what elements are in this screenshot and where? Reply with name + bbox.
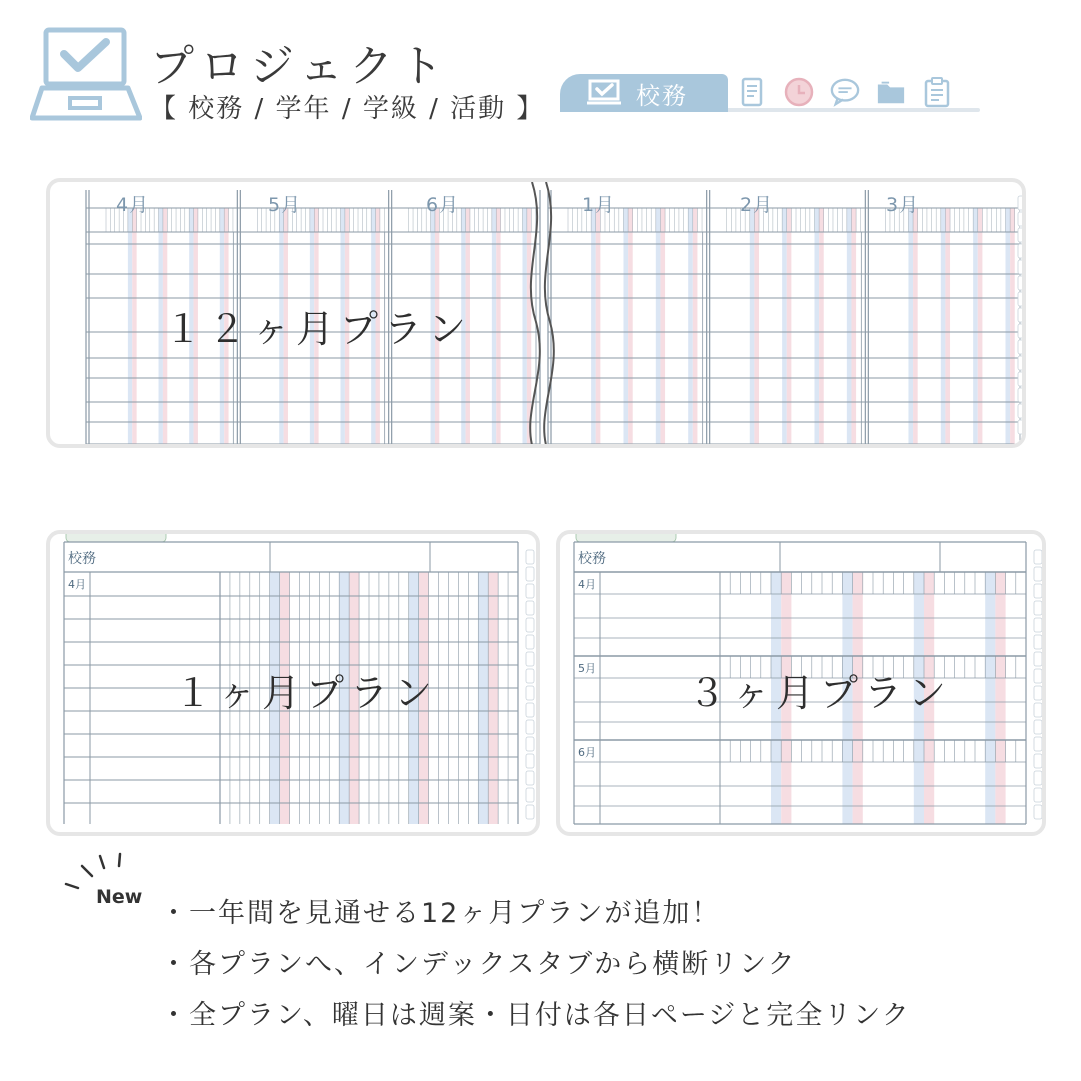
month-label: 6月 — [578, 746, 596, 759]
index-tab — [1034, 635, 1042, 649]
index-tab — [1034, 686, 1042, 700]
plan-title: 校務 — [68, 551, 96, 567]
weekend-column — [688, 208, 693, 444]
weekend-column — [995, 572, 1005, 656]
index-tab — [526, 788, 534, 802]
index-tab — [526, 601, 534, 615]
index-tab — [526, 720, 534, 734]
index-tab — [1018, 388, 1026, 402]
index-tab — [1018, 324, 1026, 338]
weekend-column — [1006, 208, 1011, 444]
index-tab — [1034, 754, 1042, 768]
weekend-column — [814, 208, 819, 444]
index-tab — [1018, 308, 1026, 322]
weekend-column — [787, 208, 792, 444]
index-tab — [526, 567, 534, 581]
index-tab — [1034, 771, 1042, 785]
month-label: 4月 — [578, 578, 596, 591]
index-tab — [526, 703, 534, 717]
index-tab — [1018, 228, 1026, 242]
weekend-column — [941, 208, 946, 444]
weekend-column — [985, 740, 995, 824]
clock-icon[interactable] — [784, 76, 814, 108]
plan-label: １ヶ月プラン — [174, 671, 439, 715]
clipboard-icon[interactable] — [922, 76, 952, 108]
mini-tab — [66, 534, 166, 542]
weekend-column — [924, 572, 934, 656]
weekend-column — [478, 572, 488, 824]
weekend-column — [781, 572, 791, 656]
weekend-column — [623, 208, 628, 444]
weekend-column — [914, 740, 924, 824]
month-label: 4月 — [116, 194, 150, 216]
index-tab — [526, 635, 534, 649]
index-tab-bar — [560, 70, 980, 112]
one-month-plan-card — [46, 530, 540, 836]
month-label: 4月 — [68, 578, 86, 591]
laptop-check-icon — [30, 26, 142, 124]
weekend-column — [660, 208, 665, 444]
index-tab — [1034, 788, 1042, 802]
weekend-column — [973, 208, 978, 444]
weekend-column — [842, 740, 852, 824]
weekend-column — [985, 572, 995, 656]
index-tab — [1018, 420, 1026, 434]
index-tab — [1018, 244, 1026, 258]
index-tab — [1034, 618, 1042, 632]
tab-rail — [720, 108, 980, 112]
weekend-column — [496, 208, 500, 444]
weekend-column — [913, 208, 918, 444]
index-tab — [1034, 652, 1042, 666]
month-label: 5月 — [268, 194, 302, 216]
weekend-column — [853, 740, 863, 824]
index-tab — [1018, 196, 1026, 210]
weekend-column — [771, 572, 781, 656]
index-tab — [1018, 340, 1026, 354]
weekend-column — [819, 208, 824, 444]
page-subtitle: 【 校務 / 学年 / 学級 / 活動 】 — [150, 94, 545, 124]
weekend-column — [842, 572, 852, 656]
index-tab — [526, 669, 534, 683]
index-tab — [1018, 372, 1026, 386]
weekend-column — [128, 208, 132, 444]
index-tab — [526, 550, 534, 564]
weekend-column — [945, 208, 950, 444]
index-tab — [526, 652, 534, 666]
plan-title: 校務 — [578, 551, 606, 567]
feature-item: ・一年間を見通せる12ヶ月プランが追加！ — [160, 898, 721, 929]
tab-label: 校務 — [636, 81, 688, 110]
weekend-column — [847, 208, 852, 444]
index-tab — [1034, 805, 1042, 819]
index-tab — [1018, 404, 1026, 418]
weekend-column — [908, 208, 913, 444]
index-tab — [1034, 720, 1042, 734]
index-tab — [1018, 356, 1026, 370]
index-tab — [1018, 276, 1026, 290]
index-tab — [1034, 737, 1042, 751]
weekend-column — [995, 656, 1005, 740]
folder-icon[interactable] — [876, 76, 906, 108]
weekend-column — [750, 208, 755, 444]
weekend-column — [628, 208, 633, 444]
weekend-column — [995, 740, 1005, 824]
index-tab — [1034, 550, 1042, 564]
weekend-column — [656, 208, 661, 444]
three-month-plan-card — [556, 530, 1046, 836]
weekend-column — [985, 656, 995, 740]
month-label: 2月 — [740, 194, 774, 216]
index-tab — [1034, 601, 1042, 615]
index-tab — [1034, 567, 1042, 581]
index-tab — [526, 737, 534, 751]
index-tab — [526, 584, 534, 598]
feature-list — [160, 896, 911, 1049]
twelve-month-plan-card — [46, 178, 1026, 448]
feature-item: ・各プランへ、インデックスタブから横断リンク — [160, 949, 797, 980]
weekend-column — [782, 208, 787, 444]
weekend-column — [771, 740, 781, 824]
weekend-column — [781, 740, 791, 824]
laptop-check-icon — [586, 79, 622, 107]
chat-icon[interactable] — [830, 76, 860, 108]
weekend-column — [693, 208, 698, 444]
weekend-column — [492, 208, 496, 444]
tab-school-affairs[interactable] — [560, 74, 728, 112]
month-label: 3月 — [886, 194, 920, 216]
weekend-column — [159, 208, 163, 444]
feature-item: ・全プラン、曜日は週案・日付は各日ページと完全リンク — [160, 1000, 911, 1031]
break-line — [544, 182, 554, 448]
index-tab — [1018, 292, 1026, 306]
weekend-column — [488, 572, 498, 824]
page-title: プロジェクト — [150, 41, 450, 92]
weekend-column — [978, 208, 983, 444]
plan-label: ３ヶ月プラン — [688, 671, 953, 715]
weekend-column — [1010, 208, 1015, 444]
index-tab — [1034, 584, 1042, 598]
mini-tab — [576, 534, 676, 542]
weekend-column — [754, 208, 759, 444]
month-label: 5月 — [578, 662, 596, 675]
index-tab — [526, 805, 534, 819]
index-tab — [526, 754, 534, 768]
break-line — [530, 182, 540, 448]
weekend-column — [527, 208, 531, 444]
weekend-column — [591, 208, 596, 444]
index-tab — [526, 686, 534, 700]
month-label: 1月 — [582, 194, 616, 216]
index-tab — [1018, 212, 1026, 226]
index-tab — [526, 771, 534, 785]
weekend-column — [522, 208, 526, 444]
note-icon[interactable] — [738, 76, 768, 108]
weekend-column — [924, 740, 934, 824]
weekend-column — [132, 208, 136, 444]
index-tab — [1034, 669, 1042, 683]
weekend-column — [914, 572, 924, 656]
weekend-column — [596, 208, 601, 444]
index-tab — [1034, 703, 1042, 717]
index-tab — [526, 618, 534, 632]
plan-label: １２ヶ月プラン — [164, 307, 473, 351]
new-badge: New — [96, 886, 143, 908]
weekend-column — [851, 208, 856, 444]
month-label: 6月 — [426, 194, 460, 216]
index-tab — [1018, 260, 1026, 274]
weekend-column — [853, 572, 863, 656]
